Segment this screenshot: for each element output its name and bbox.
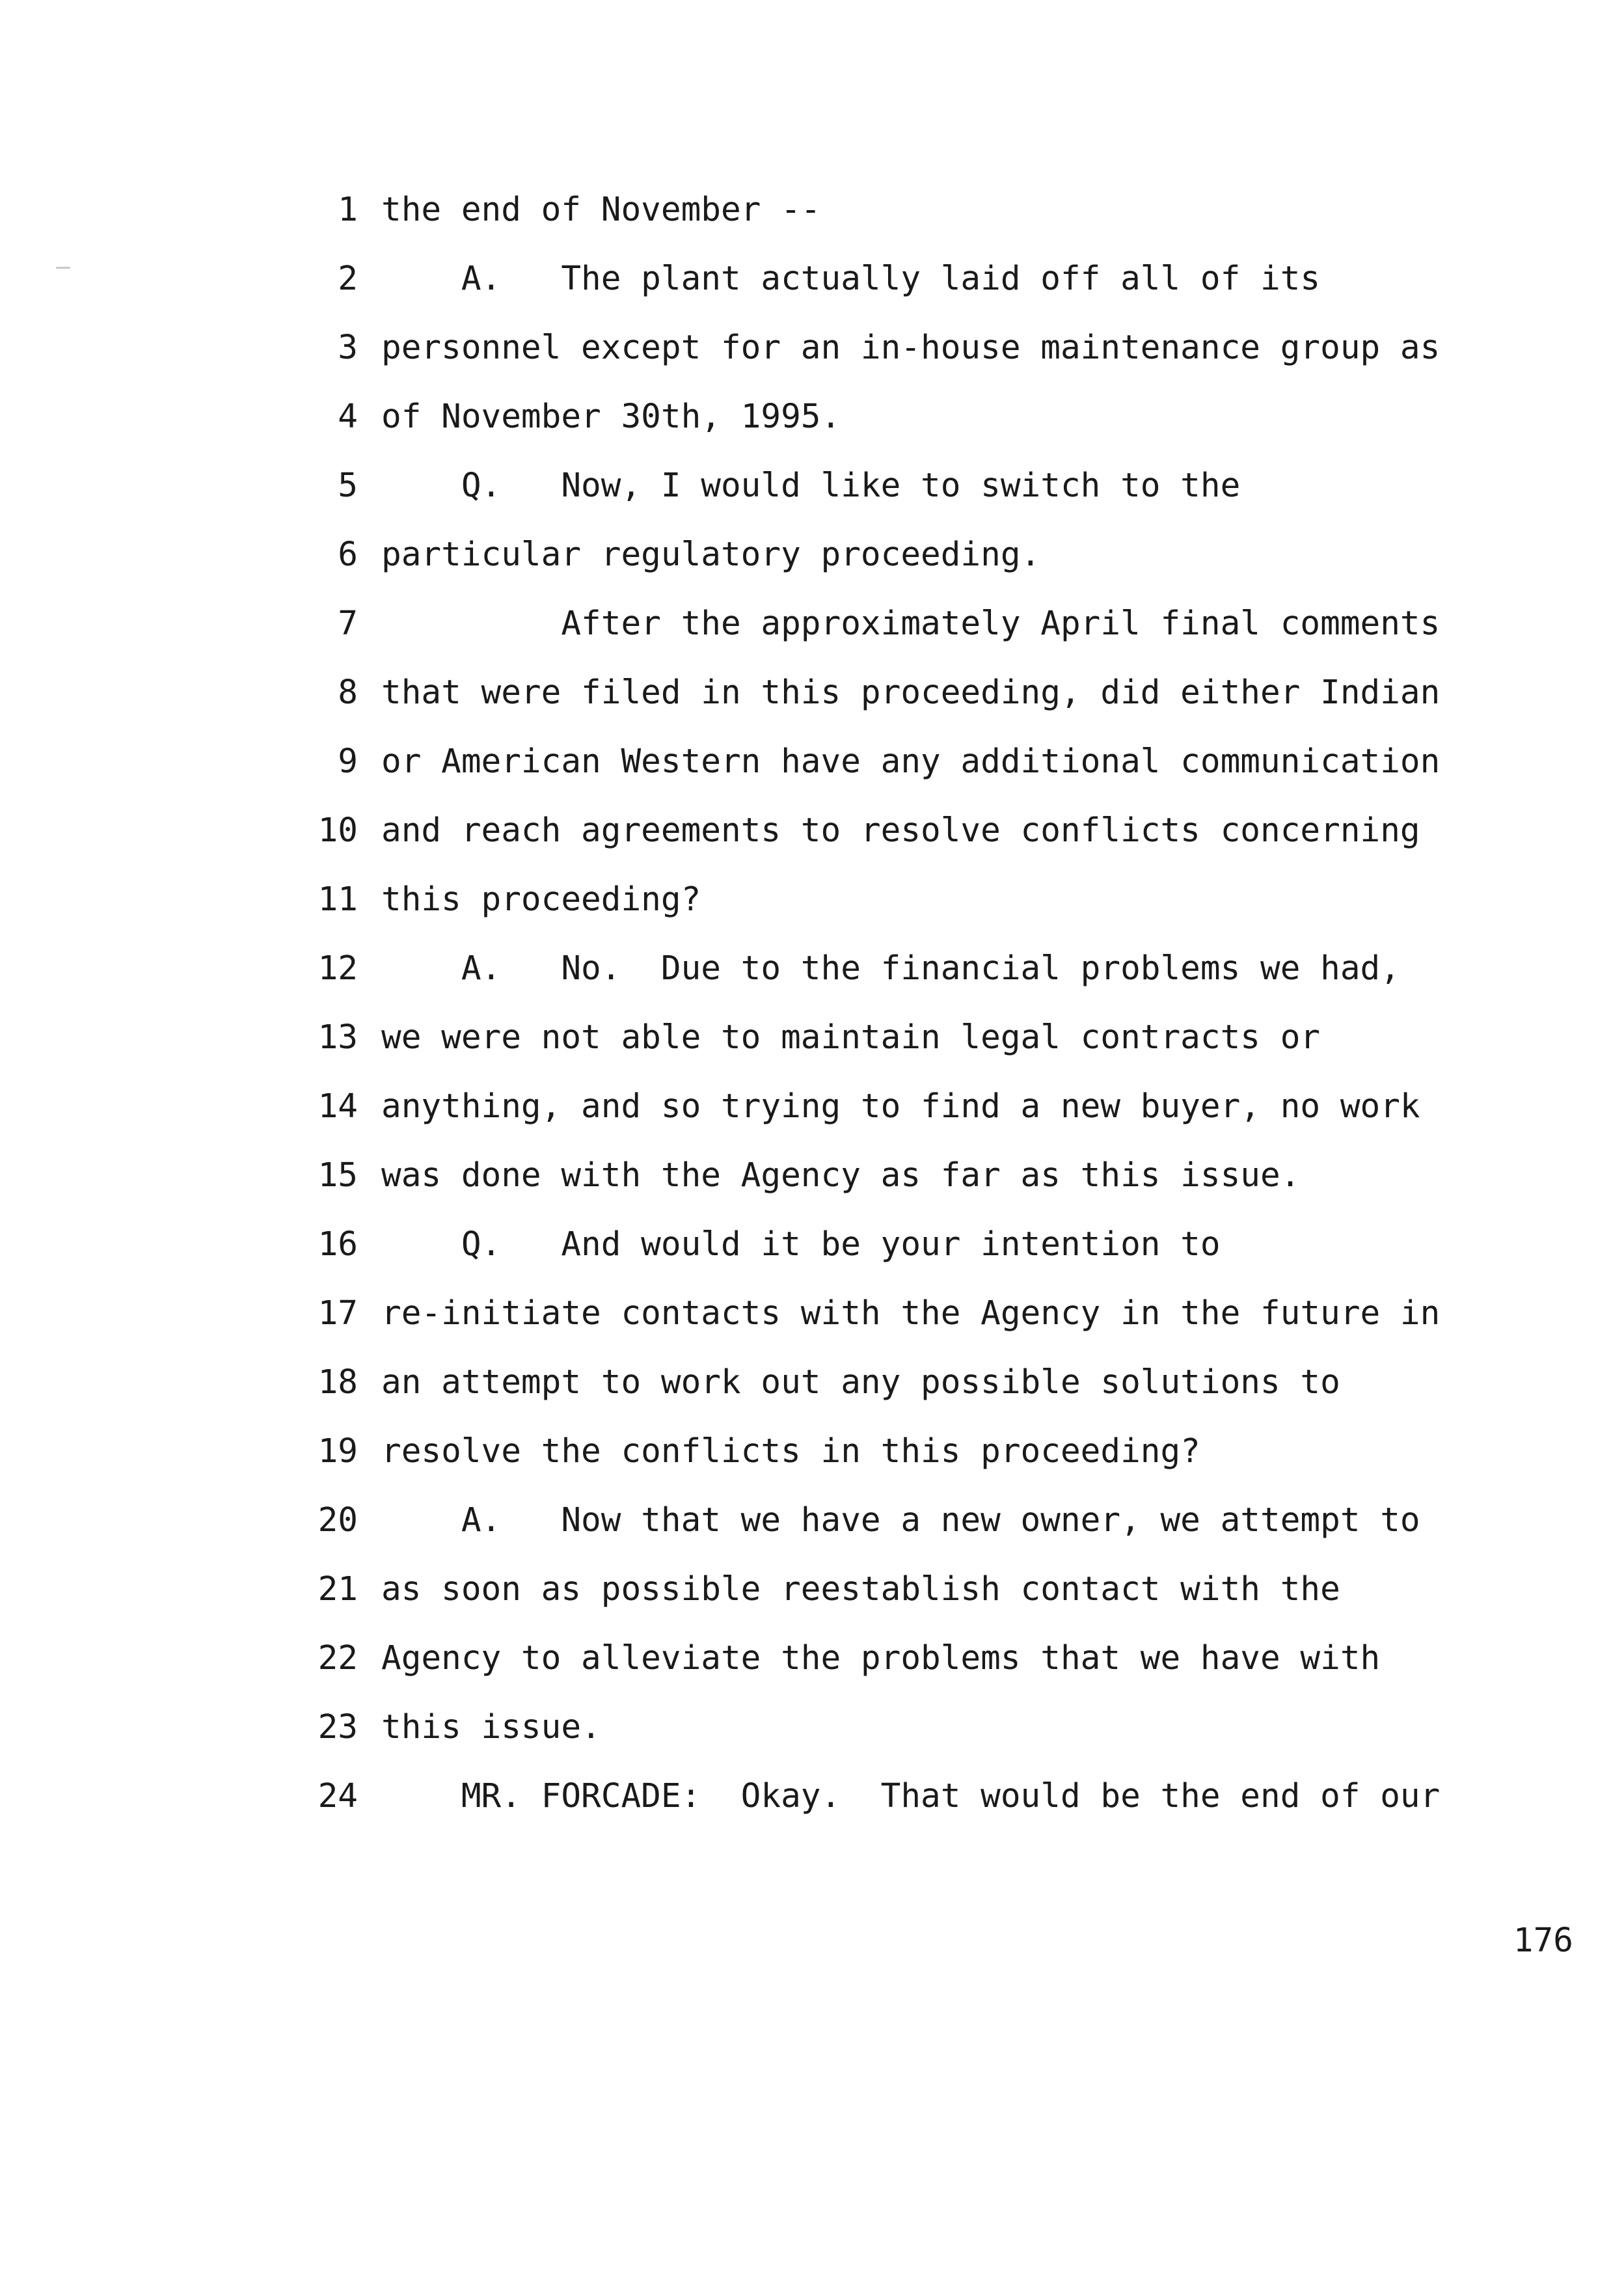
line-number: 14 (318, 1087, 358, 1126)
line-number: 10 (318, 811, 358, 850)
transcript-line (311, 796, 1580, 865)
line-text: MR. FORCADE: Okay. That would be the end of our (381, 1777, 1441, 1815)
line-text: an attempt to work out any possible solutions to (381, 1363, 1340, 1402)
transcript-body (311, 176, 1580, 1831)
line-text: particular regulatory proceeding. (381, 536, 1041, 574)
transcript-line (311, 521, 1580, 590)
line-text: re-initiate contacts with the Agency in the future in (381, 1294, 1441, 1333)
line-text: Agency to alleviate the problems that we have with (381, 1639, 1381, 1678)
transcript-line (311, 452, 1580, 521)
line-number: 5 (338, 467, 358, 505)
transcript-line (311, 1486, 1580, 1555)
line-number: 8 (338, 673, 358, 712)
line-text: we were not able to maintain legal contracts or (381, 1018, 1321, 1057)
line-text: personnel except for an in-house maintenance group as (381, 329, 1441, 367)
line-number: 17 (318, 1294, 358, 1333)
line-text: Q. And would it be your intention to (381, 1225, 1221, 1264)
line-number: 3 (338, 329, 358, 367)
line-text: or American Western have any additional communication (381, 742, 1441, 781)
line-number: 21 (318, 1570, 358, 1609)
transcript-line (311, 934, 1580, 1003)
transcript-line (311, 245, 1580, 314)
line-text: the end of November -- (381, 191, 821, 229)
transcript-line (311, 865, 1580, 934)
line-number: 13 (318, 1018, 358, 1057)
line-number: 23 (318, 1708, 358, 1746)
transcript-line (311, 1279, 1580, 1348)
line-number: 11 (318, 880, 358, 919)
transcript-line (311, 1348, 1580, 1417)
transcript-line (311, 1141, 1580, 1210)
line-number: 1 (338, 191, 358, 229)
transcript-line (311, 176, 1580, 245)
line-number: 7 (338, 604, 358, 643)
transcript-line (311, 383, 1580, 452)
line-text: A. The plant actually laid off all of its (381, 260, 1321, 298)
page-number: 176 (1513, 1922, 1573, 1960)
line-number: 2 (338, 260, 358, 298)
transcript-line (311, 1555, 1580, 1624)
line-text: was done with the Agency as far as this issue. (381, 1156, 1301, 1195)
line-text: this proceeding? (381, 880, 701, 919)
transcript-line (311, 727, 1580, 796)
transcript-line (311, 1210, 1580, 1279)
line-text: A. No. Due to the financial problems we had, (381, 949, 1400, 988)
line-text: this issue. (381, 1708, 601, 1746)
transcript-line (311, 1003, 1580, 1072)
transcript-line (311, 659, 1580, 727)
line-number: 18 (318, 1363, 358, 1402)
transcript-line (311, 1624, 1580, 1693)
line-number: 4 (338, 398, 358, 436)
line-text: After the approximately April final comments (381, 604, 1441, 643)
line-text: and reach agreements to resolve conflicts concerning (381, 811, 1420, 850)
line-number: 19 (318, 1432, 358, 1471)
line-text: resolve the conflicts in this proceeding? (381, 1432, 1200, 1471)
line-text: A. Now that we have a new owner, we attempt to (381, 1501, 1420, 1540)
line-number: 22 (318, 1639, 358, 1678)
transcript-line (311, 1693, 1580, 1762)
line-text: of November 30th, 1995. (381, 398, 841, 436)
transcript-line (311, 1072, 1580, 1141)
line-number: 15 (318, 1156, 358, 1195)
line-number: 6 (338, 536, 358, 574)
line-text: that were filed in this proceeding, did either Indian (381, 673, 1441, 712)
line-text: as soon as possible reestablish contact with the (381, 1570, 1340, 1609)
transcript-line (311, 1762, 1580, 1831)
line-text: Q. Now, I would like to switch to the (381, 467, 1241, 505)
transcript-line (311, 314, 1580, 383)
line-text: anything, and so trying to find a new buyer, no work (381, 1087, 1420, 1126)
transcript-line (311, 1417, 1580, 1486)
line-number: 16 (318, 1225, 358, 1264)
transcript-line (311, 590, 1580, 659)
line-number: 12 (318, 949, 358, 988)
line-number: 9 (338, 742, 358, 781)
line-number: 20 (318, 1501, 358, 1540)
line-number: 24 (318, 1777, 358, 1815)
scan-mark (56, 267, 70, 269)
